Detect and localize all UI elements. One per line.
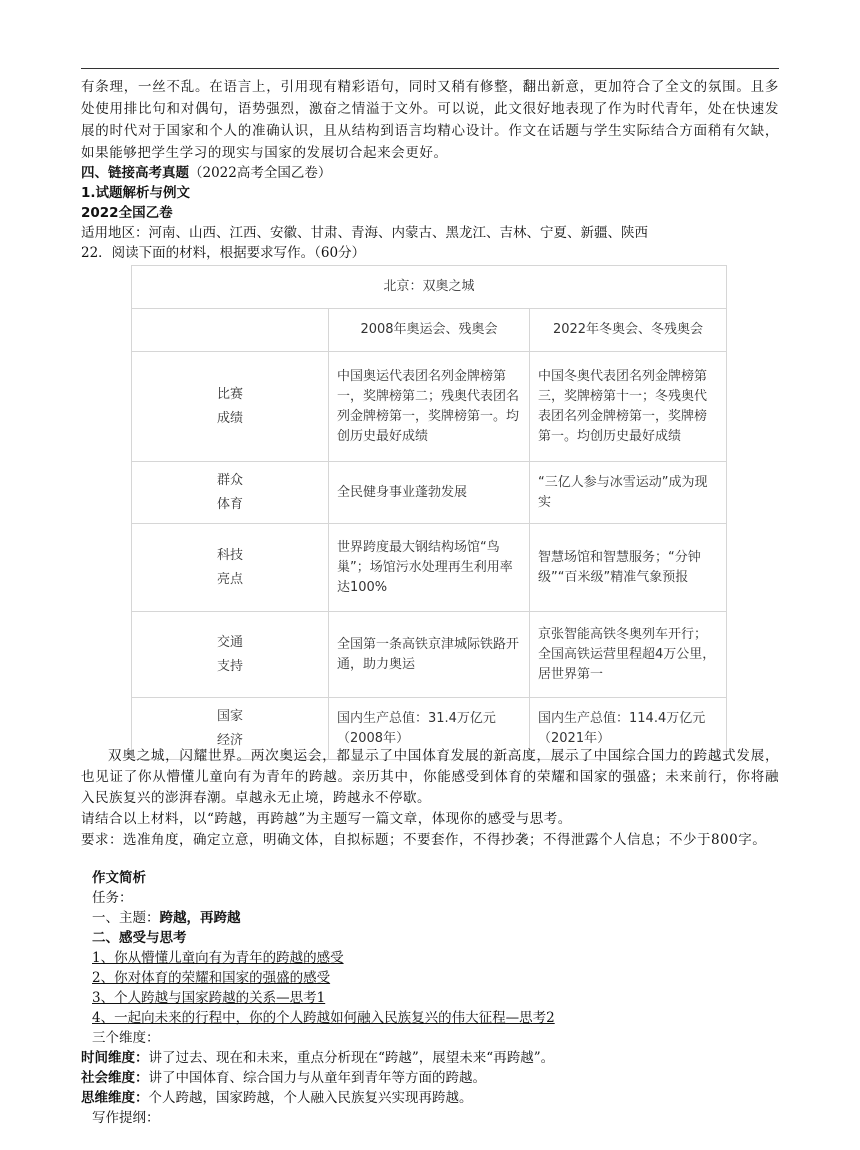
analysis-title: 作文简析	[92, 870, 146, 886]
theme-prefix: 一、主题：	[92, 910, 160, 926]
table-corner	[132, 309, 329, 352]
cell-2022: 京张智能高铁冬奥列车开行；全国高铁运营里程超4万公里，居世界第一	[530, 612, 727, 698]
requirements-paragraph: 要求：选准角度，确定立意，明确文体，自拟标题；不要套作，不得抄袭；不得泄露个人信息；不少于800字。	[81, 832, 767, 848]
section4-title: 四、链接高考真题	[81, 165, 189, 181]
prompt-line: 请结合以上材料，以“跨越，再跨越”为主题写一篇文章，体现你的感受与思考。	[81, 811, 572, 827]
row-header: 科技 亮点	[132, 524, 329, 612]
material-paragraph: 双奥之城，闪耀世界。两次奥运会，都显示了中国体育发展的新高度，展示了中国综合国力的跨越式发展，也见证了你从懵懂儿童向有为青年的跨越。亲历其中，你能感受到体育的荣耀和国家的强盛；未来前行，你将融入民族复兴的澎湃春潮。卓越永无止境，跨越永不停歇。	[81, 748, 779, 806]
cell-2022: 中国冬奥代表团名列金牌榜第三，奖牌榜第十一；冬残奥代表团名列金牌榜第一，奖牌榜第一。均创历史最好成绩	[530, 352, 727, 462]
row-header: 交通 支持	[132, 612, 329, 698]
feel-item: 4、一起向未来的行程中，你的个人跨越如何融入民族复兴的伟大征程—思考2	[92, 1010, 555, 1026]
cell-2022: 智慧场馆和智慧服务；“分钟级”“百米级”精准气象预报	[530, 524, 727, 612]
cell-2008: 中国奥运代表团名列金牌榜第一，奖牌榜第二；残奥代表团名列金牌榜第一，奖牌榜第一。均创历史最好成绩	[328, 352, 529, 462]
cell-2022: “三亿人参与冰雪运动”成为现实	[530, 462, 727, 524]
row-header: 国家 经济	[132, 698, 329, 760]
table-row	[132, 612, 727, 698]
cell-2008: 世界跨度最大钢结构场馆“鸟巢”；场馆污水处理再生利用率达100%	[328, 524, 529, 612]
feel-item: 2、你对体育的荣耀和国家的强盛的感受	[92, 970, 331, 986]
dim-social: 社会维度：讲了中国体育、综合国力与从童年到青年等方面的跨越。	[81, 1070, 486, 1086]
exam-name: 2022全国乙卷	[81, 205, 173, 221]
table-row	[132, 462, 727, 524]
cell-2008: 全民健身事业蓬勃发展	[328, 462, 529, 524]
analysis-task: 任务：	[92, 890, 133, 906]
row-header: 群众 体育	[132, 462, 329, 524]
cell-2008: 全国第一条高铁京津城际铁路开通，助力奥运	[328, 612, 529, 698]
feel-item: 3、个人跨越与国家跨越的关系—思考1	[92, 990, 326, 1006]
question-line: 22．阅读下面的材料，根据要求写作。（60分）	[81, 245, 366, 261]
table-col-2008: 2008年奥运会、残奥会	[328, 309, 529, 352]
table-row	[132, 352, 727, 462]
cell-2022: 国内生产总值：114.4万亿元（2021年）	[530, 698, 727, 760]
dim-time: 时间维度：讲了过去、现在和未来，重点分析现在“跨越”，展望未来“再跨越”。	[81, 1050, 555, 1066]
feel-title: 二、感受与思考	[92, 930, 187, 946]
dim-thinking: 思维维度：个人跨越，国家跨越，个人融入民族复兴实现再跨越。	[81, 1090, 473, 1106]
section4-heading	[81, 163, 331, 183]
table-row	[132, 524, 727, 612]
theme-text: 跨越，再跨越	[159, 910, 241, 926]
dims-title: 三个维度：	[92, 1030, 160, 1046]
section4-note: （2022高考全国乙卷）	[189, 165, 332, 181]
cell-2008: 国内生产总值：31.4万亿元（2008年）	[328, 698, 529, 760]
analysis-theme	[92, 908, 241, 928]
olympics-table	[131, 265, 727, 748]
intro-paragraph: 有条理，一丝不乱。在语言上，引用现有精彩语句，同时又稍有修整，翻出新意，更加符合了全文的氛围。且多处使用排比句和对偶句，语势强烈，激奋之情溢于文外。可以说，此文很好地表现了作为时代青年，处在快速发展的时代对于国家和个人的准确认识，且从结构到语言均精心设计。作文在话题与学生实际结合方面稍有欠缺，如果能够把学生学习的现实与国家的发展切合起来会更好。	[81, 79, 779, 161]
table-col-2022: 2022年冬奥会、冬残奥会	[530, 309, 727, 352]
outline-title: 写作提纲：	[92, 1110, 160, 1126]
subsection-1-title: 1.试题解析与例文	[81, 185, 191, 201]
header-rule	[81, 68, 779, 69]
row-header: 比赛 成绩	[132, 352, 329, 462]
table-title: 北京：双奥之城	[132, 266, 727, 309]
feel-item: 1、你从懵懂儿童向有为青年的跨越的感受	[92, 950, 344, 966]
regions-line: 适用地区：河南、山西、江西、安徽、甘肃、青海、内蒙古、黑龙江、吉林、宁夏、新疆、陕西	[81, 225, 648, 241]
